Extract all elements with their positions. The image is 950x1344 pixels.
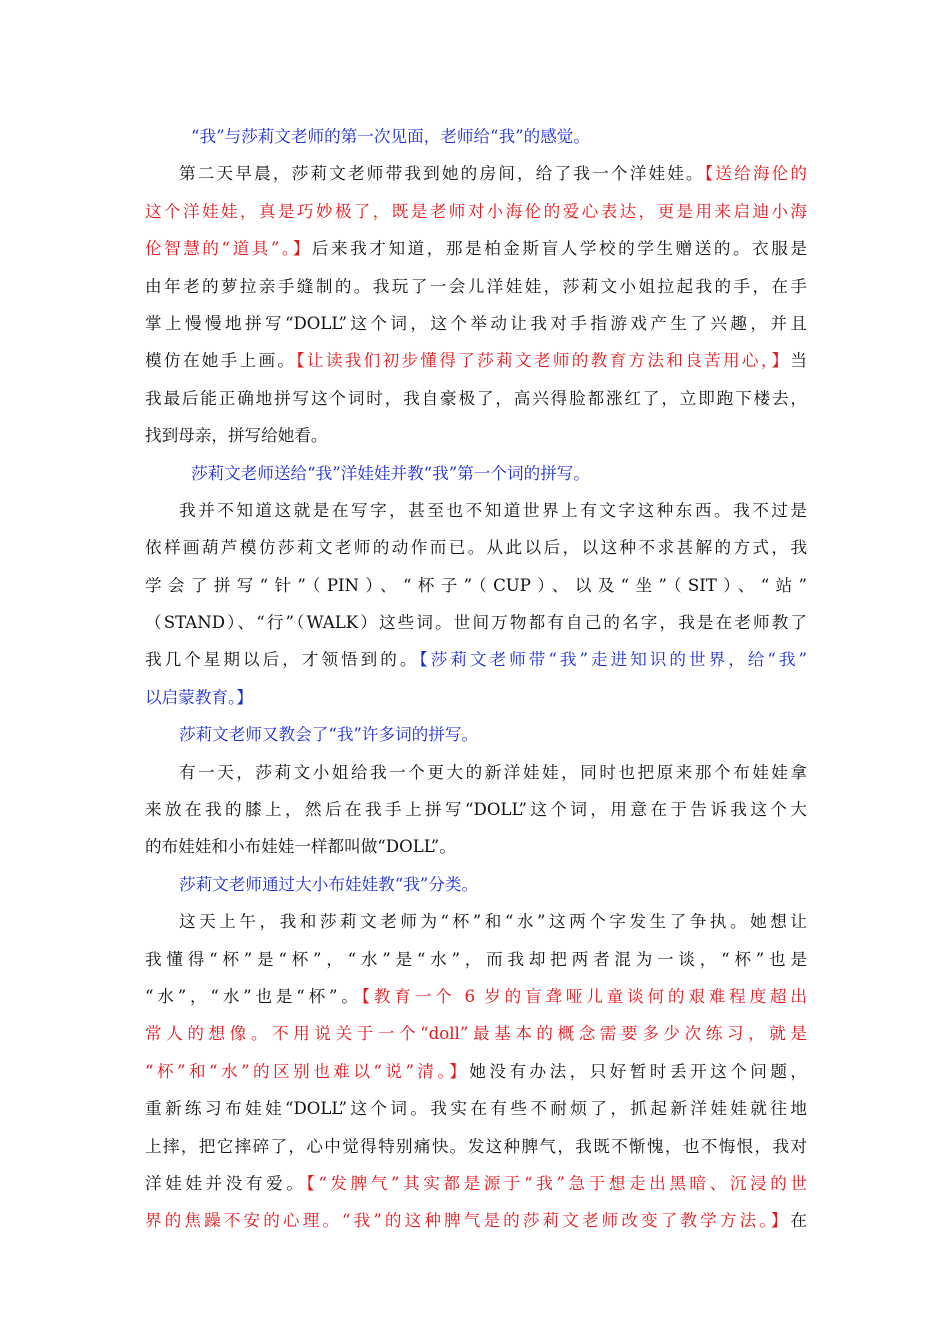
text-line bbox=[145, 679, 807, 716]
text-line bbox=[145, 567, 807, 604]
comment-text: 【“发脾气”其实都是源于“我”急于想走出黑暗、沉浸的世 bbox=[306, 1173, 807, 1193]
summary-text: 以启蒙教育。】 bbox=[145, 687, 253, 707]
body-text: 来放在我的膝上，然后在我手上拼写“DOLL”这个词，用意在于告诉我这个大 bbox=[145, 800, 807, 820]
summary-text: 莎莉文老师又教会了“我”许多词的拼写。 bbox=[179, 725, 479, 745]
comment-text: 【让读我们初步懂得了莎莉文老师的教育方法和良苦用心，】 bbox=[296, 351, 791, 371]
body-text: 重新练习布娃娃“DOLL”这个词。我实在有些不耐烦了，抓起新洋娃娃就往地 bbox=[145, 1099, 807, 1119]
text-line bbox=[145, 1128, 807, 1165]
comment-text: 界的焦躁不安的心理。“我”的这种脾气是的莎莉文老师改变了教学方法。】 bbox=[145, 1211, 791, 1231]
summary-text: 莎莉文老师通过大小布娃娃教“我”分类。 bbox=[179, 874, 479, 894]
body-text: “水”，“水”也是“杯”。 bbox=[145, 986, 362, 1006]
text-line bbox=[145, 1015, 807, 1052]
body-text: （STAND）、“行”（WALK）这些词。世间万物都有自己的名字，我是在老师教了 bbox=[145, 613, 807, 633]
body-text: 在 bbox=[790, 1211, 807, 1231]
text-line bbox=[145, 380, 807, 417]
text-line bbox=[145, 155, 807, 192]
body-text: 上摔，把它摔碎了，心中觉得特别痛快。发这种脾气，我既不惭愧，也不悔恨，我对 bbox=[145, 1136, 807, 1156]
text-line bbox=[145, 1165, 807, 1202]
body-text: 我几个星期以后，才领悟到的。 bbox=[145, 650, 420, 670]
body-text: 的布娃娃和小布娃娃一样都叫做“DOLL”。 bbox=[145, 837, 456, 857]
body-text: 她没有办法，只好暂时丢开这个问题， bbox=[469, 1061, 807, 1081]
body-text: 我并不知道这就是在写字，甚至也不知道世界上有文字这种东西。我不过是 bbox=[179, 500, 807, 520]
document-page bbox=[145, 118, 807, 1240]
text-line bbox=[145, 1053, 807, 1090]
text-line bbox=[145, 417, 807, 454]
text-line bbox=[145, 529, 807, 566]
summary-text: 莎莉文老师送给“我”洋娃娃并教“我”第一个词的拼写。 bbox=[191, 463, 590, 483]
body-text: 掌上慢慢地拼写“DOLL”这个词，这个举动让我对手指游戏产生了兴趣，并且 bbox=[145, 313, 807, 333]
body-text: 洋娃娃并没有爱。 bbox=[145, 1173, 307, 1193]
body-text: 由年老的萝拉亲手缝制的。我玩了一会儿洋娃娃，莎莉文小姐拉起我的手，在手 bbox=[145, 276, 807, 296]
text-line bbox=[145, 791, 807, 828]
body-text: 当 bbox=[790, 351, 807, 371]
comment-text: 【教育一个 6 岁的盲聋哑儿童谈何的艰难程度超出 bbox=[361, 986, 807, 1006]
text-line bbox=[145, 604, 807, 641]
body-text: 我最后能正确地拼写这个词时，我自豪极了，高兴得脸都涨红了，立即跑下楼去， bbox=[145, 388, 807, 408]
body-text: 模仿在她手上画。 bbox=[145, 351, 297, 371]
text-line bbox=[145, 828, 807, 865]
text-line bbox=[145, 1202, 807, 1239]
body-text: 后来我才知道，那是柏金斯盲人学校的学生赠送的。衣服是 bbox=[311, 239, 807, 259]
body-text: 学会了拼写“针”（PIN）、“杯子”（CUP）、以及“坐”（SIT）、“站” bbox=[145, 575, 807, 595]
text-line bbox=[145, 305, 807, 342]
text-line bbox=[145, 455, 807, 492]
comment-text: 这个洋娃娃，真是巧妙极了，既是老师对小海伦的爱心表达，更是用来启迪小海 bbox=[145, 201, 807, 221]
comment-text: “杯”和“水”的区别也难以“说”清。】 bbox=[145, 1061, 470, 1081]
text-line bbox=[145, 268, 807, 305]
summary-text: “我”与莎莉文老师的第一次见面，老师给“我”的感觉。 bbox=[191, 127, 590, 146]
body-text: 第二天早晨，莎莉文老师带我到她的房间，给了我一个洋娃娃。 bbox=[179, 164, 705, 184]
text-line bbox=[145, 118, 807, 155]
body-text: 这天上午，我和莎莉文老师为“杯”和“水”这两个字发生了争执。她想让 bbox=[179, 912, 807, 932]
comment-text: 常人的想像。不用说关于一个“doll”最基本的概念需要多少次练习，就是 bbox=[145, 1024, 807, 1044]
body-text: 依样画葫芦模仿莎莉文老师的动作而已。从此以后，以这种不求甚解的方式，我 bbox=[145, 538, 807, 558]
text-line bbox=[145, 342, 807, 379]
text-line bbox=[145, 716, 807, 753]
body-text: 找到母亲，拼写给她看。 bbox=[145, 426, 328, 446]
summary-text: 【莎莉文老师带“我”走进知识的世界，给“我” bbox=[419, 650, 807, 670]
text-line bbox=[145, 230, 807, 267]
text-line bbox=[145, 941, 807, 978]
text-line bbox=[145, 1090, 807, 1127]
text-line bbox=[145, 641, 807, 678]
body-text: 我懂得“杯”是“杯”，“水”是“水”，而我却把两者混为一谈，“杯”也是 bbox=[145, 949, 807, 969]
text-line bbox=[145, 492, 807, 529]
comment-text: 【送给海伦的 bbox=[704, 164, 807, 184]
text-line bbox=[145, 193, 807, 230]
text-line bbox=[145, 866, 807, 903]
text-line bbox=[145, 754, 807, 791]
comment-text: 伦智慧的“道具”。】 bbox=[145, 239, 312, 259]
text-line bbox=[145, 978, 807, 1015]
body-text: 有一天，莎莉文小姐给我一个更大的新洋娃娃，同时也把原来那个布娃娃拿 bbox=[179, 762, 807, 782]
text-line bbox=[145, 903, 807, 940]
